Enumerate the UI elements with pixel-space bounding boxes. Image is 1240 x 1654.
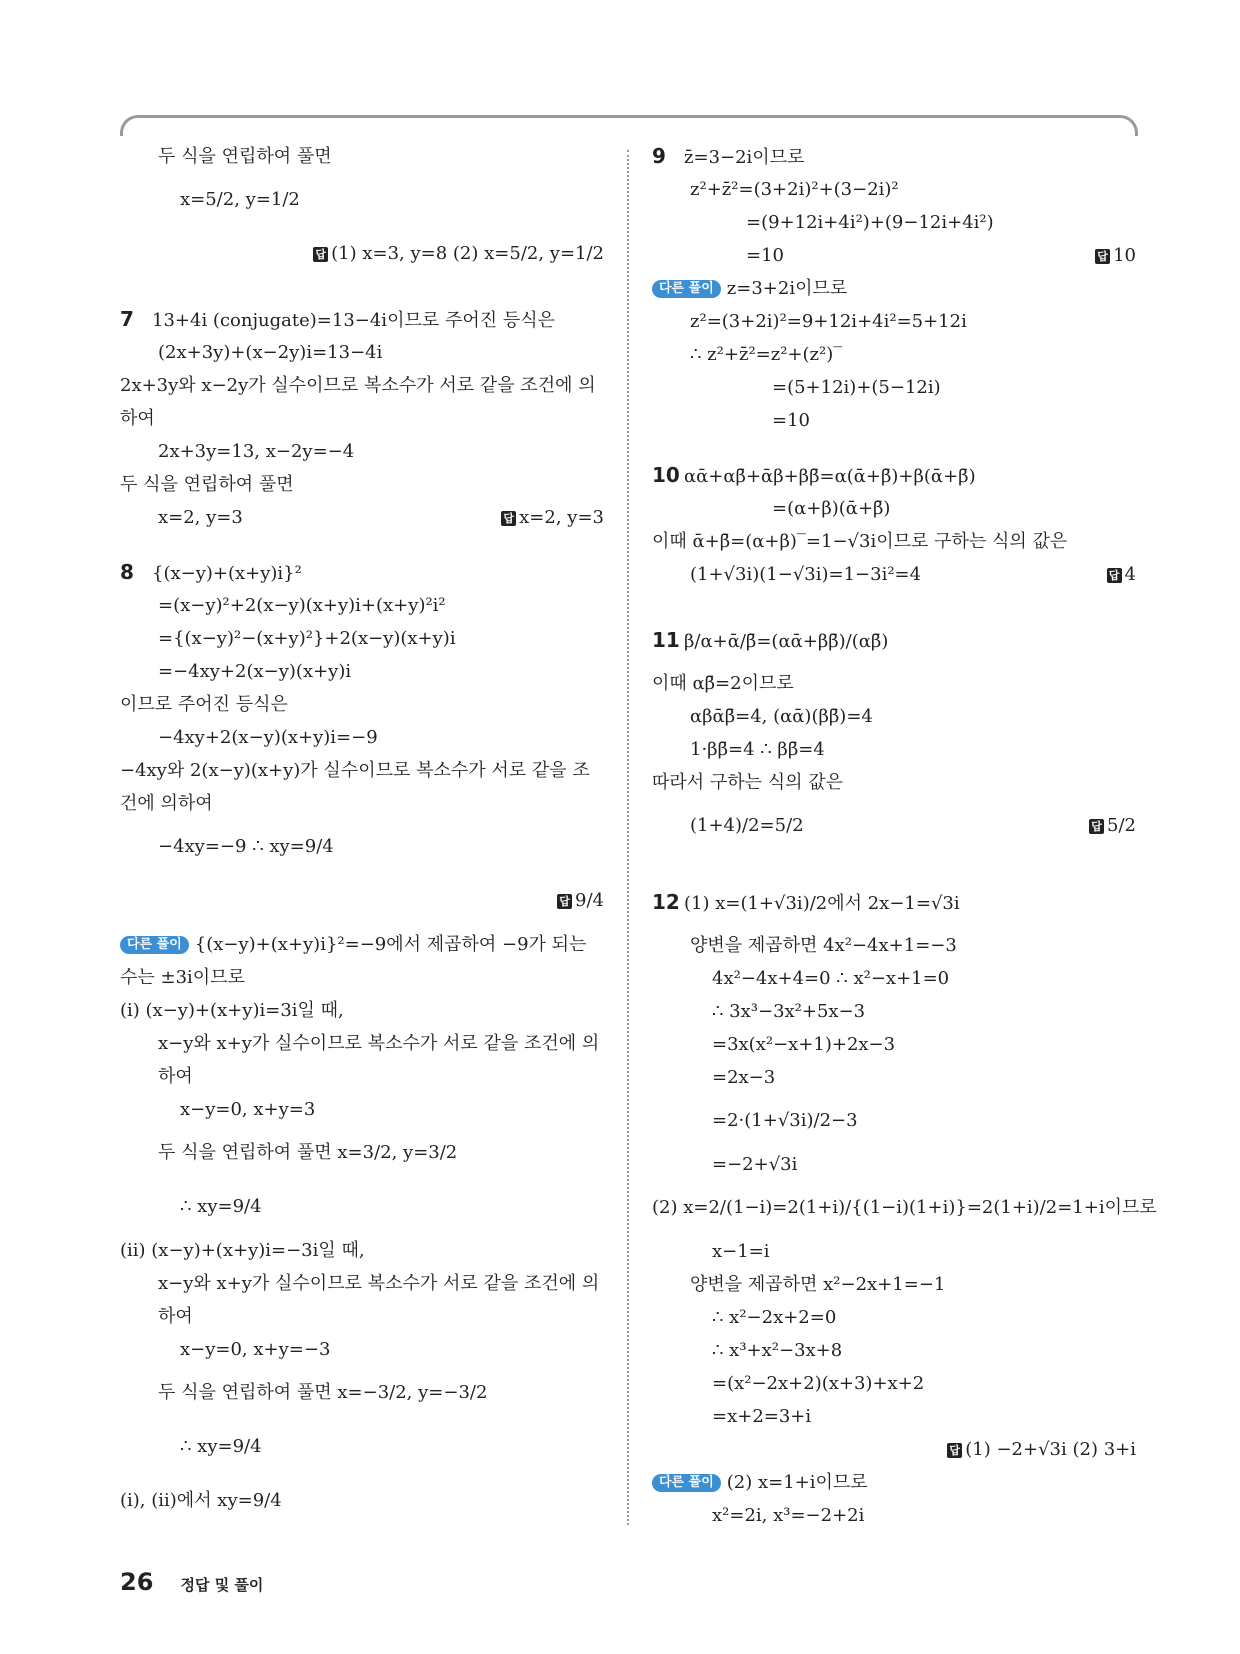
problem-number: 10: [652, 463, 680, 487]
solution-line: [120, 1474, 604, 1528]
line-text: z²=(3+2i)²=9+12i+4i²=5+12i: [690, 311, 967, 332]
solution-line: [120, 1420, 604, 1474]
left-column: [120, 140, 604, 1528]
solution-line: [652, 1433, 1136, 1466]
line-text: −4xy=−9 ∴ xy=9/4: [158, 836, 334, 857]
solution-line: [120, 402, 604, 435]
line-text: 이때 αβ̄=2이므로: [652, 673, 794, 694]
line-text: =−4xy+2(x−y)(x+y)i: [158, 661, 352, 682]
line-text: (2) x=2/(1−i)=2(1+i)/{(1−i)(1+i)}=2(1+i)/2=1+i이므로: [652, 1197, 1157, 1218]
answer: [313, 227, 604, 281]
solution-line: [652, 1466, 1136, 1499]
line-text: =−2+√3i: [712, 1154, 798, 1175]
line-text: =3x(x²−x+1)+2x−3: [712, 1034, 896, 1055]
spacer: [120, 534, 604, 556]
line-text: (1+√3i)(1−√3i)=1−3i²=4: [690, 564, 922, 585]
solution-line: [120, 994, 604, 1027]
solution-line: [652, 1334, 1136, 1367]
spacer: [652, 437, 1136, 459]
solution-line: [652, 1367, 1136, 1400]
solution-line: [120, 622, 604, 655]
solution-line: [652, 404, 1136, 437]
line-text: 따라서 구하는 식의 값은: [652, 772, 844, 793]
solution-line: [652, 733, 1136, 766]
solution-line: [652, 1235, 1136, 1268]
answer: [1089, 799, 1136, 853]
answer-text: 4: [1124, 564, 1136, 585]
solution-line: [652, 558, 1136, 591]
line-text: 하여: [158, 1066, 193, 1087]
solution-line: [652, 995, 1136, 1028]
line-text: =x+2=3+i: [712, 1406, 812, 1427]
solution-line: [120, 435, 604, 468]
line-text: x=2, y=3: [158, 507, 243, 528]
line-text: ={(x−y)²−(x+y)²}+2(x−y)(x+y)i: [158, 628, 456, 649]
problem-number: 9: [652, 144, 666, 168]
problem-number: 8: [120, 560, 134, 584]
line-text: ∴ xy=9/4: [180, 1196, 262, 1217]
line-text: (2) x=1+i이므로: [726, 1472, 868, 1493]
solution-line: [652, 1268, 1136, 1301]
line-text: 두 식을 연립하여 풀면: [158, 146, 332, 167]
solution-line: [120, 961, 604, 994]
line-text: 양변을 제곱하면 x²−2x+1=−1: [690, 1274, 946, 1295]
line-text: x−1=i: [712, 1241, 770, 1262]
line-text: 2x+3y와 x−2y가 실수이므로 복소수가 서로 같을 조건에 의: [120, 375, 596, 396]
solution-line: [652, 272, 1136, 305]
line-text: =(α+β)(ᾱ+β̄): [772, 498, 891, 519]
solution-line: [652, 1400, 1136, 1433]
line-text: {(x−y)+(x+y)i}²: [152, 563, 302, 584]
solution-line: [120, 1366, 604, 1420]
line-text: αβᾱβ̄=4, (αᾱ)(ββ̄)=4: [690, 706, 873, 727]
answer-icon: 답: [313, 247, 328, 262]
line-text: 두 식을 연립하여 풀면: [120, 474, 294, 495]
line-text: 13+4i (conjugate)=13−4i이므로 주어진 등식은: [152, 310, 555, 331]
line-text: 1·ββ̄=4 ∴ ββ̄=4: [690, 739, 825, 760]
problem-number: 7: [120, 307, 134, 331]
line-text: x−y=0, x+y=−3: [180, 1339, 331, 1360]
answer-text: x=2, y=3: [519, 507, 604, 528]
line-text: (i) (x−y)+(x+y)i=3i일 때,: [120, 1000, 344, 1021]
solution-line: [120, 303, 604, 336]
solution-line: [652, 1181, 1157, 1235]
answer-icon: 답: [1089, 819, 1104, 834]
line-text: x−y와 x+y가 실수이므로 복소수가 서로 같을 조건에 의: [158, 1033, 600, 1054]
spacer: [652, 591, 1136, 613]
answer-icon: 답: [1107, 568, 1122, 583]
solution-line: [120, 1333, 604, 1366]
solution-line: [120, 501, 604, 534]
solution-line: [652, 239, 1136, 272]
solution-line: [652, 700, 1136, 733]
line-text: (i), (ii)에서 xy=9/4: [120, 1490, 282, 1511]
solution-line: [652, 929, 1136, 962]
answer-icon: 답: [1095, 249, 1110, 264]
solution-line: [120, 1300, 604, 1333]
right-column: [652, 140, 1157, 1532]
line-text: 2x+3y=13, x−2y=−4: [158, 441, 355, 462]
line-text: ∴ z²+z̄²=z²+(z²)‾: [690, 344, 843, 365]
answer-text: 5/2: [1107, 815, 1136, 836]
line-text: −4xy와 2(x−y)(x+y)가 실수이므로 복소수가 서로 같을 조: [120, 760, 590, 781]
line-text: z²+z̄²=(3+2i)²+(3−2i)²: [690, 179, 899, 200]
answer: [1095, 239, 1136, 272]
solution-line: [652, 1301, 1136, 1334]
solution-line: [120, 1180, 604, 1234]
line-text: 양변을 제곱하면 4x²−4x+1=−3: [690, 935, 957, 956]
line-text: ∴ x²−2x+2=0: [712, 1307, 837, 1328]
answer: [557, 874, 604, 928]
line-text: (1) x=(1+√3i)/2에서 2x−1=√3i: [684, 893, 960, 914]
alt-solution-badge: 다른 풀이: [652, 280, 721, 298]
solution-line: [652, 766, 1136, 799]
solution-line: [652, 1148, 1136, 1181]
alt-solution-badge: 다른 풀이: [652, 1474, 721, 1492]
solution-line: [120, 468, 604, 501]
solution-line: [652, 1499, 1136, 1532]
problem-number: 11: [652, 628, 680, 652]
solution-line: [120, 589, 604, 622]
line-text: (1+4)/2=5/2: [690, 815, 804, 836]
line-text: =10: [772, 410, 810, 431]
solution-line: [120, 1027, 604, 1060]
answer: [501, 501, 604, 534]
solution-line: [120, 336, 604, 369]
answer-text: (1) −2+√3i (2) 3+i: [965, 1439, 1136, 1460]
line-text: =(x−y)²+2(x−y)(x+y)i+(x+y)²i²: [158, 595, 446, 616]
solution-line: [652, 492, 1136, 525]
page-top-frame: [120, 115, 1138, 136]
answer-icon: 답: [947, 1443, 962, 1458]
problem-number: 12: [652, 890, 680, 914]
line-text: 수는 ±3i이므로: [120, 967, 245, 988]
spacer: [120, 281, 604, 303]
solution-line: [120, 820, 604, 874]
solution-line: [120, 1060, 604, 1093]
solution-line: [120, 140, 604, 173]
answer-icon: 답: [557, 894, 572, 909]
solution-line: [652, 371, 1136, 404]
solution-line: [652, 525, 1136, 558]
solution-line: [652, 875, 1136, 929]
solution-line: [120, 688, 604, 721]
line-text: =10: [746, 245, 784, 266]
line-text: 두 식을 연립하여 풀면 x=−3/2, y=−3/2: [158, 1382, 488, 1403]
answer-text: (1) x=3, y=8 (2) x=5/2, y=1/2: [331, 243, 604, 264]
solution-line: [652, 1028, 1136, 1061]
column-divider: [627, 150, 629, 1525]
answer: [947, 1433, 1136, 1466]
line-text: =(9+12i+4i²)+(9−12i+4i²): [746, 212, 994, 233]
line-text: 4x²−4x+4=0 ∴ x²−x+1=0: [712, 968, 950, 989]
solution-line: [652, 459, 1136, 492]
line-text: =(5+12i)+(5−12i): [772, 377, 941, 398]
solution-line: [120, 227, 604, 281]
line-text: x−y와 x+y가 실수이므로 복소수가 서로 같을 조건에 의: [158, 1273, 600, 1294]
line-text: =2x−3: [712, 1067, 776, 1088]
page-footer: [120, 1568, 263, 1596]
line-text: {(x−y)+(x+y)i}²=−9에서 제곱하여 −9가 되는: [194, 934, 587, 955]
solution-line: [120, 874, 604, 928]
solution-line: [652, 173, 1136, 206]
line-text: 건에 의하여: [120, 793, 213, 814]
solution-line: [120, 369, 604, 402]
solution-line: [652, 305, 1136, 338]
line-text: z̄=3−2i이므로: [684, 147, 805, 168]
line-text: 이므로 주어진 등식은: [120, 694, 288, 715]
solution-line: [120, 721, 604, 754]
line-text: ∴ 3x³−3x²+5x−3: [712, 1001, 866, 1022]
solution-line: [120, 928, 604, 961]
line-text: z=3+2i이므로: [726, 278, 848, 299]
footer-title: 정답 및 풀이: [180, 1576, 264, 1594]
answer-text: 10: [1113, 245, 1136, 266]
solution-line: [120, 787, 604, 820]
solution-line: [120, 1234, 604, 1267]
solution-line: [120, 754, 604, 787]
line-text: x²=2i, x³=−2+2i: [712, 1505, 865, 1526]
line-text: x=5/2, y=1/2: [180, 189, 300, 210]
line-text: β/α+ᾱ/β̄=(αᾱ+ββ̄)/(αβ̄): [684, 631, 889, 652]
solution-line: [652, 206, 1136, 239]
answer: [1107, 558, 1136, 591]
solution-line: [120, 1267, 604, 1300]
line-text: ∴ x³+x²−3x+8: [712, 1340, 843, 1361]
page-number: 26: [120, 1568, 154, 1596]
solution-line: [120, 556, 604, 589]
line-text: 두 식을 연립하여 풀면 x=3/2, y=3/2: [158, 1142, 458, 1163]
solution-line: [652, 140, 1136, 173]
line-text: ∴ xy=9/4: [180, 1436, 262, 1457]
solution-line: [652, 799, 1136, 853]
solution-line: [120, 1126, 604, 1180]
line-text: 하여: [120, 408, 155, 429]
alt-solution-badge: 다른 풀이: [120, 936, 189, 954]
solution-line: [120, 655, 604, 688]
answer-text: 9/4: [575, 890, 604, 911]
line-text: 하여: [158, 1306, 193, 1327]
solution-line: [652, 962, 1136, 995]
line-text: =2·(1+√3i)/2−3: [712, 1110, 858, 1131]
solution-line: [652, 1061, 1136, 1094]
solution-line: [120, 173, 604, 227]
line-text: −4xy+2(x−y)(x+y)i=−9: [158, 727, 378, 748]
solution-line: [652, 1094, 1136, 1148]
solution-line: [652, 338, 1136, 371]
line-text: αᾱ+αβ̄+ᾱβ+ββ̄=α(ᾱ+β̄)+β(ᾱ+β̄): [684, 466, 976, 487]
answer-icon: 답: [501, 511, 516, 526]
line-text: 이때 ᾱ+β̄=(α+β)‾=1−√3i이므로 구하는 식의 값은: [652, 531, 1068, 552]
line-text: (ii) (x−y)+(x+y)i=−3i일 때,: [120, 1240, 365, 1261]
solution-line: [120, 1093, 604, 1126]
spacer: [652, 853, 1136, 875]
line-text: (2x+3y)+(x−2y)i=13−4i: [158, 342, 383, 363]
solution-line: [652, 667, 1136, 700]
solution-line: [652, 613, 1136, 667]
line-text: =(x²−2x+2)(x+3)+x+2: [712, 1373, 925, 1394]
line-text: x−y=0, x+y=3: [180, 1099, 316, 1120]
